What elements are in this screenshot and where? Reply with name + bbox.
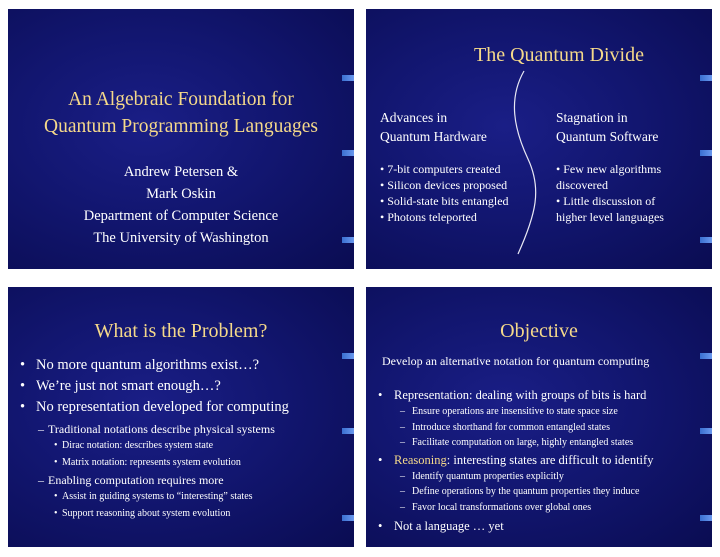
software-column	[556, 108, 706, 225]
hardware-column	[380, 108, 530, 225]
list-item: • Not a language … yet	[366, 517, 708, 535]
list-item: • 7-bit computers created	[380, 162, 501, 176]
title-line-2: Quantum Programming Languages	[43, 116, 319, 137]
affiliation-line: Department of Computer Science	[83, 208, 279, 224]
slide-heading: What is the Problem?	[94, 320, 268, 342]
list-item: • No more quantum algorithms exist…?	[16, 355, 348, 376]
heading-line: Quantum Software	[556, 129, 659, 144]
list-item: – Enabling computation requires more	[16, 471, 348, 489]
list-item: higher level languages	[556, 210, 664, 224]
column-heading	[380, 108, 530, 146]
highlight-word: Reasoning	[394, 452, 447, 467]
column-heading	[556, 108, 706, 146]
slide-objective	[366, 287, 712, 547]
heading-line: Quantum Hardware	[380, 129, 487, 144]
list-item: – Identify quantum properties explicitly	[366, 469, 708, 485]
affiliation-line: The University of Washington	[93, 230, 269, 246]
slide-edge-tick	[342, 75, 354, 81]
slide-quantum-divide	[366, 9, 712, 269]
list-item: • Few new algorithms	[556, 162, 662, 176]
slide-heading: The Quantum Divide	[474, 44, 644, 66]
list-item: – Ensure operations are insensitive to state space size	[366, 404, 708, 420]
list-item: – Favor local transformations over global ones	[366, 500, 708, 516]
list-item: – Introduce shorthand for common entangled states	[366, 420, 708, 436]
slide-edge-tick	[342, 150, 354, 156]
slide-heading: Objective	[500, 320, 578, 342]
list-item: • Matrix notation: represents system evolution	[16, 455, 348, 472]
slide-title	[8, 9, 354, 269]
list-item: – Define operations by the quantum properties they induce	[366, 484, 708, 500]
list-item: • We’re just not smart enough…?	[16, 376, 348, 397]
item-text: : interesting states are difficult to identify	[446, 452, 654, 467]
list-item: • Dirac notation: describes system state	[16, 438, 348, 455]
list-item: – Facilitate computation on large, highly entangled states	[366, 435, 708, 451]
list-item: – Traditional notations describe physical systems	[16, 420, 348, 438]
presentation-title	[8, 86, 354, 140]
objective-intro: Develop an alternative notation for quantum computing	[382, 354, 650, 368]
list-item: • No representation developed for computing	[16, 397, 348, 418]
heading-line: Stagnation in	[556, 110, 628, 125]
author-line: Mark Oskin	[146, 186, 216, 202]
list-item: • Representation: dealing with groups of bits is hard	[366, 386, 708, 404]
list-item: • Photons teleported	[380, 210, 477, 224]
problem-list	[16, 355, 348, 522]
author-line: Andrew Petersen &	[123, 164, 239, 180]
title-line-1: An Algebraic Foundation for	[68, 89, 294, 110]
author-block	[8, 161, 354, 249]
objective-list	[366, 386, 708, 535]
list-item: • Silicon devices proposed	[380, 178, 508, 192]
list-item: • Support reasoning about system evolution	[16, 506, 348, 523]
heading-line: Advances in	[380, 110, 448, 125]
slide-problem	[8, 287, 354, 547]
list-item	[366, 451, 708, 469]
list-item: • Solid-state bits entangled	[380, 194, 509, 208]
list-item: • Assist in guiding systems to “interesting” states	[16, 489, 348, 506]
list-item: discovered	[556, 178, 608, 192]
list-item: • Little discussion of	[556, 194, 656, 208]
